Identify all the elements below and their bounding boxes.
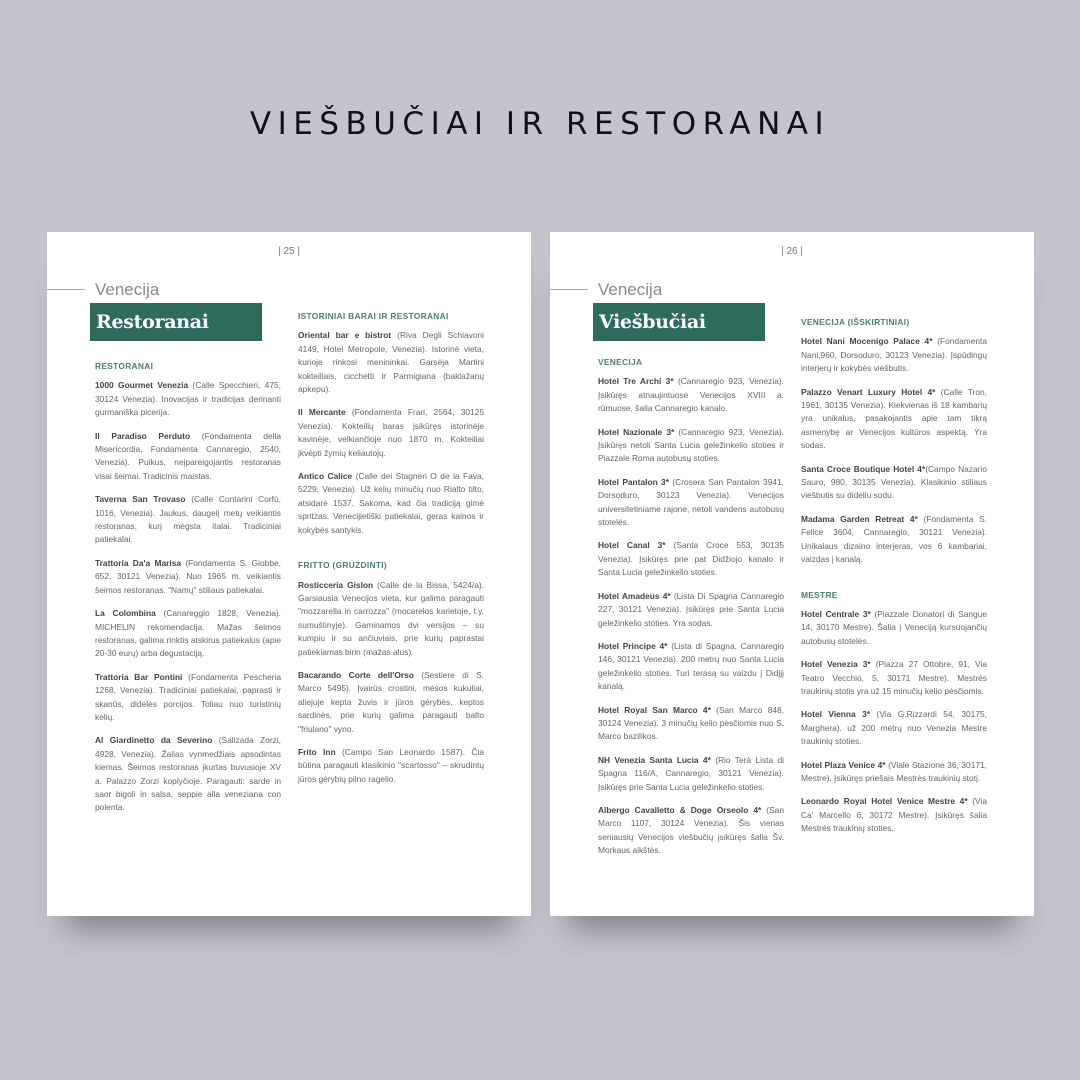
listing-description: (Rio Terà Lista di Spagna 116/A, Cannaregio, 30121 Venezia). Įsikūręs prie Santa Lucia geležinkelio stoties. [598, 754, 784, 792]
listing-name: Hotel Venezia 3* [801, 659, 871, 670]
listing-description: (Via G.Rizzardi 54, 30175, Marghera). už 200 metrų nuo Venezia Mestre traukinių stoties. [801, 709, 987, 747]
page-number: | 25 | [278, 246, 300, 257]
listing-entry [598, 590, 784, 630]
section [598, 356, 784, 858]
listing-description: (Fondamenta S. Giobbe, 652, 30121 Venezia). Nuo 1965 m. veikiantis šeimos restoranas. "Namų" stiliaus patiekalai. [95, 557, 281, 595]
listing-entry [598, 539, 784, 579]
listing-entry [801, 795, 987, 835]
section [298, 559, 484, 786]
section-heading: FRITTO (GRUZDINTI) [298, 560, 387, 571]
listing-description: (Piazza 27 Ottobre, 91, Via Teatro Vecchio, 5, 30171 Mestre). Mestrės traukinių stotis yra už 15 minučių kelio pėsčiomis. [801, 659, 987, 696]
listing-name: Al Giardinetto da Severino [95, 735, 213, 746]
listing-entry [801, 386, 987, 453]
listing-name: Taverna San Trovaso [95, 494, 186, 505]
listing-description: (Lista Di Spagna Cannaregio 227, 30121 Venezia). Įsikūręs prie Santa Lucia geležinkelio stoties. Yra sodas. [598, 590, 784, 628]
page-25 [47, 232, 531, 916]
listing-entry [298, 406, 484, 460]
listing-description: (Fondamenta S. Felice 3604, Cannaregio, 30121 Venezia). Unikalaus dizaino interjeras, vos 6 kambariai, vaizdas į kanalą. [801, 513, 987, 565]
listing-description: (Santa Croce 553, 30135 Venezia). Įsikūręs prie pat Didžiojo kanalo ir Santa Lucia geležinkelio stoties. [598, 540, 784, 578]
listing-name: 1000 Gourmet Venezia [95, 380, 189, 391]
listing-description: (Salizada Zorzi, 4928, Venezia). Žalias vynmedžiais apsodintas kiemas. Šeimos restoranas įkurtas buvusioje XV a. Palazzo Zorzi koplyčioje. Paragauti: sarde in saor bigoli in salsa, seppie alla veneziana con polenta. [95, 735, 281, 813]
listing-name: Hotel Principe 4* [598, 640, 668, 651]
listing-description: (Fondamenta della Misericordia, Fondamenta Cannaregio, 2540, Venezia). Puikus, neįpareigojantis restoranas visai šeimai. Tradicinis maistas. [95, 430, 281, 481]
listing-name: Hotel Vienna 3* [801, 709, 871, 720]
listing-name: Hotel Royal San Marco 4* [598, 704, 711, 715]
listing-name: Leonardo Royal Hotel Venice Mestre 4* [801, 796, 968, 807]
listing-name: Madama Garden Retreat 4* [801, 513, 918, 524]
listing-name: Oriental bar e bistrot [298, 330, 392, 341]
divider-line [47, 289, 85, 290]
section-heading: VENECIJA (IŠSKIRTINIAI) [801, 317, 910, 327]
listing-description: (San Marco 848, 30124 Venezia). 3 minučių kelio pėsčiomis nuo S. Marco bazilikos. [598, 704, 784, 742]
listing-name: Hotel Plaza Venice 4* [801, 759, 886, 770]
page-title: VIEŠBUČIAI IR RESTORANAI [249, 106, 831, 142]
listing-entry [298, 669, 484, 736]
section-heading: ISTORINIAI BARAI IR RESTORANAI [298, 311, 449, 321]
listing-entry [801, 463, 987, 503]
listing-name: Hotel Nani Mocenigo Palace 4* [801, 336, 933, 347]
listing-name: Santa Croce Boutique Hotel 4* [801, 463, 926, 474]
listing-name: Albergo Cavalletto & Doge Orseolo 4* [598, 804, 762, 815]
section [298, 310, 484, 537]
listing-entry [95, 493, 281, 547]
listing-description: (Via Ca' Marcello 6, 30172 Mestre). Įsikūręs šalia Mestrės traukinių stoties. [801, 796, 987, 834]
listing-name: Palazzo Venart Luxury Hotel 4* [801, 386, 936, 397]
section [95, 360, 281, 815]
city-heading: Venecija [598, 280, 663, 299]
listing-entry [598, 375, 784, 415]
listing-entry [598, 804, 784, 858]
section [801, 316, 987, 567]
listing-description: (Lista di Spagna, Cannaregio 146, 30121 Venezia). 200 metrų nuo Santa Lucia geležinkelio stoties. Turi terasą su vaizdu į Didįjį kanalą. [598, 640, 784, 692]
listing-entry [598, 704, 784, 744]
listing-description: (Riva Degli Schiavoni 4149, Hotel Metropole, Venezia). Istorinė vieta, kurioje rinkosi menininkai. Garsėja Martini kokteiliais, cicchetti ir Parmigiana (baklažanų apkepu). [298, 330, 484, 395]
listing-name: Il Mercante [298, 407, 346, 418]
listing-entry [801, 335, 987, 375]
divider-line [550, 289, 588, 290]
listing-description: (Calle dei Stagneri O de la Fava, 5229, Venezia). Už kelių minučių nuo Rialto tilto, atsidarė 1537. Sakoma, kad čia tradiciją gimė spritzas. Venecijietiški patiekalai, geras kainos ir kokybės santykis. [298, 471, 484, 535]
section [801, 589, 987, 836]
listing-name: Hotel Amadeus 4* [598, 590, 671, 601]
listing-description: (Piazzale Donatori di Sangue 14, 30170 Mestre). Šalia į Veneciją kursuojančių autobusų stotelės. [801, 608, 987, 646]
listing-name: Hotel Nazionale 3* [598, 426, 675, 437]
listing-entry [95, 734, 281, 814]
listing-entry [598, 426, 784, 466]
listing-entry [298, 470, 484, 537]
listing-description: (Canareggio 1828, Venezia). MICHELIN rekomendacija. Mažas šeimos restoranas, galima rinktis atskirus patiekalus (apie 20-30 eurų) arba degustaciją. [95, 608, 281, 659]
listing-description: (Calle Contarini Corfù, 1016, Venezia). Jaukus, daugelį metų veikiantis restoranas, kurį mėgsta italai. Tradiciniai patiekalai. [95, 494, 281, 545]
listing-entry [801, 708, 987, 748]
listing-name: Antico Calice [298, 471, 353, 482]
column-1 [95, 360, 281, 837]
listing-description: (Calle de la Bissa, 5424/a). Garsiausia Venecijos vieta, kur galima paragauti "mozzarella in carrozza" (mocarelos karietoje, t.y. sumuštinyje). Gaminamos dvi versijos – su kumpiu ir su ančiuviais, prie kurių paprastai patiekiamas birin (mažas alus). [298, 579, 484, 657]
listing-entry [801, 608, 987, 648]
listing-description: (Fondamenta Frari, 2564, 30125 Venezia). Kokteilių baras įsikūręs istorinėje kavinėje, veikiančioje nuo 1870 m. Kokteiliai įkvėpti žymių keliautojų. [298, 407, 484, 458]
column-1 [598, 356, 784, 880]
listing-description: (Viale Stazione 36, 30171, Mestre). Įsikūręs priešais Mestrės traukinių stotį. [801, 759, 987, 783]
listing-description: (Cannaregio 923, Venezia). Įsikūręs netoli Santa Lucia geležinkelio stoties ir Piazzale Roma autobusų stoties. [598, 426, 784, 464]
listing-name: Il Paradiso Perduto [95, 430, 191, 441]
listing-entry [95, 379, 281, 419]
listing-description: (Cannaregio 923, Venezia). Įsikūręs atnaujintuose Venecijos XVIII a. rūmuose, šalia Cannaregio kanalo. [598, 376, 784, 414]
listing-entry [801, 759, 987, 786]
listing-description: (San Marco 1107, 30124 Venezia). Šis vienas seniausių Venecijos viešbučių įsikūręs šalia Šv. Morkaus aikštės. [598, 804, 784, 856]
chapter-banner: Restoranai [90, 303, 262, 341]
column-2 [801, 316, 987, 858]
section-heading: MESTRE [801, 589, 838, 600]
listing-description: (Crosera San Pantalon 3941, Dorsoduro, 30123 Venezia). Venecijos universitetiniame rajone, netoli vandens autobusų stotelės. [598, 476, 784, 528]
listing-entry [298, 579, 484, 659]
listing-entry [801, 658, 987, 698]
listing-entry [801, 513, 987, 567]
page-number: | 26 | [781, 246, 803, 257]
listing-description: (Calle Specchieri, 475, 30124 Venezia). Inovacijas ir tradicijas derinanti gurmaniška picerija. [95, 380, 281, 418]
listing-name: Trattoria Da'a Marisa [95, 557, 182, 568]
listing-entry [598, 640, 784, 694]
column-2 [298, 310, 484, 808]
listing-name: Bacarando Corte dell'Orso [298, 669, 414, 680]
listing-name: Trattoria Bar Pontini [95, 671, 183, 682]
listing-description: (Fondamenta Nani,960, Dorsoduro, 30123 Venezia). Įspūdingų interjerų ir kokybės viešbutis. [801, 336, 988, 374]
page-26 [550, 232, 1034, 916]
listing-entry [598, 476, 784, 530]
listing-entry [298, 329, 484, 396]
listing-description: (Campo San Leonardo 1587). Čia būtina paragauti klasikinio "scartosso" – skrudintų jūros gėrybių pilno ragelio. [298, 746, 484, 784]
listing-description: (Calle Tron, 1961, 30135 Venezia). Kiekvienas iš 18 kambarių yra unikalus, pasakojantis apie tam tikrą asmenybę ar Venecijos kultūros aspektą. Yra sodas. [801, 386, 987, 451]
listing-name: Rosticceria Gislon [298, 579, 374, 590]
city-heading: Venecija [95, 280, 160, 299]
listing-entry [95, 671, 281, 725]
listing-name: Hotel Tre Archi 3* [598, 376, 674, 387]
listing-description: (Sestiere di S. Marco 5495). Įvairūs crostini, mėsos kukuliai, aliejuje kepta žuvis ir jūros gėrybės, keptos sardinės, prie kurių galima paragauti balto "friulano" vyno. [298, 669, 484, 734]
chapter-banner: Viešbučiai [593, 303, 765, 341]
listing-entry [95, 607, 281, 661]
section-heading: VENECIJA [598, 357, 643, 367]
listing-entry [95, 557, 281, 597]
listing-name: Hotel Pantalon 3* [598, 476, 669, 487]
listing-entry [95, 430, 281, 484]
listing-entry [598, 754, 784, 794]
listing-name: Hotel Centrale 3* [801, 608, 871, 619]
listing-description: (Fondamenta Pescheria 1268, Venezia). Tradiciniai patiekalai, paprasti ir skanūs, didelės porcijos. Toliau nuo turistinių kelių. [95, 671, 281, 722]
listing-name: La Colombina [95, 608, 156, 619]
listing-name: Frito Inn [298, 746, 336, 757]
listing-name: Hotel Canal 3* [598, 540, 666, 551]
listing-description: (Campo Nazario Sauro, 980, 30135 Venezia). Klasikinio stiliaus viešbutis su dideliu sodu. [801, 463, 987, 501]
listing-name: NH Venezia Santa Lucia 4* [598, 754, 711, 765]
section-heading: RESTORANAI [95, 361, 154, 371]
listing-entry [298, 746, 484, 786]
